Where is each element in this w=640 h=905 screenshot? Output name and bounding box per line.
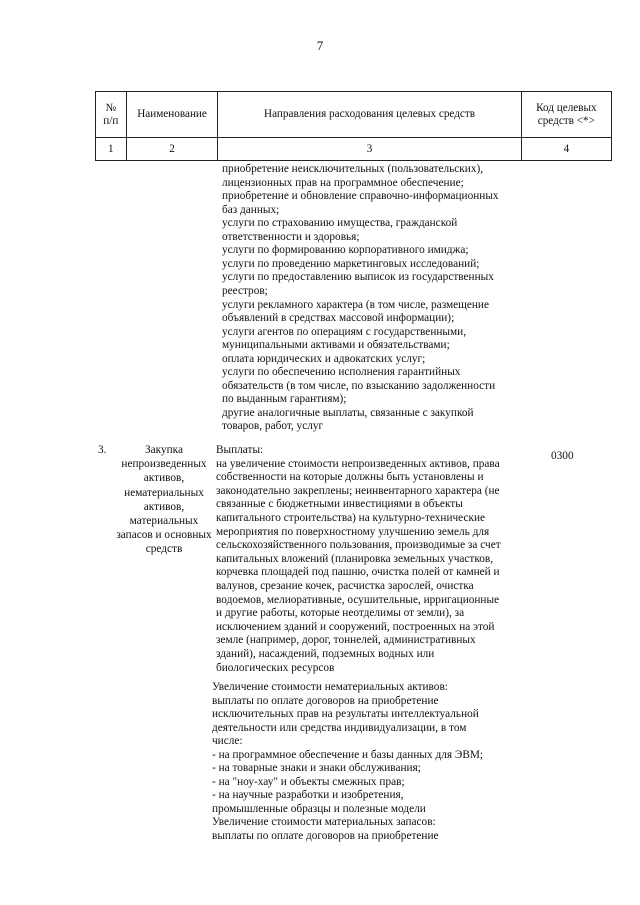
- continued-line: приобретение неисключительных (пользовательских),: [222, 163, 484, 175]
- row3-block1-line: корчевка площадей под пашню, очистка полей от камней и: [216, 566, 500, 579]
- header-index-2: 2: [126, 138, 218, 161]
- header-index-1: 1: [96, 138, 127, 161]
- continued-line: лицензионных прав на программное обеспечение;: [222, 176, 464, 189]
- continued-line: услуги по страхованию имущества, гражданской: [222, 217, 458, 230]
- continued-line: муниципальными активами и обязательствами;: [222, 339, 450, 352]
- continued-line: товаров, работ, услуг: [222, 420, 324, 433]
- row3-block1-line: Выплаты:: [216, 444, 264, 456]
- row3-block1-line: и другие работы, которые неотделимы от земли), за: [216, 607, 465, 620]
- row3-block2-line: промышленные образцы и полезные модели: [212, 802, 426, 815]
- row3-block2-line: - на "ноу-хау" и объекты смежных прав;: [212, 775, 405, 788]
- row-name: Закупка непроизведенных активов, нематериальных активов, материальных запасов и основных средств: [116, 444, 212, 556]
- row3-block1-line: законодательно закреплены; неинвентарного характера (не: [216, 484, 500, 497]
- continued-line: обязательств (в том числе, по взысканию задолженности: [222, 379, 496, 392]
- row3-block2-line: выплаты по оплате договоров на приобретение: [212, 694, 439, 707]
- header-index-3: 3: [218, 138, 521, 161]
- row3-block1-line: валунов, срезание кочек, расчистка зарослей, очистка: [216, 580, 474, 592]
- row3-block2-line: - на научные разработки и изобретения,: [212, 789, 404, 801]
- header-col-directions: Направления расходования целевых средств: [218, 92, 521, 138]
- row3-block1-line: водоемов, мелиоративные, осушительные, ирригационные: [216, 593, 500, 606]
- continued-line: услуги по проведению маркетинговых исследований;: [222, 257, 480, 270]
- header-col-number: № п/п: [96, 92, 127, 138]
- header-col-code: Код целевых средств <*>: [521, 92, 611, 138]
- row3-block1-line: капитального строительства) на культурно-технические: [216, 512, 486, 524]
- header-index-4: 4: [521, 138, 611, 161]
- continued-line: ответственности и здоровья;: [222, 230, 360, 243]
- row3-block1-line: собственности на которые должны быть установлены и: [216, 471, 484, 484]
- row3-block1-line: зданий), насаждений, подземных водных или: [216, 648, 435, 660]
- row-number: 3.: [98, 444, 107, 456]
- continued-line: объявлений в средствах массовой информации);: [222, 312, 455, 325]
- row3-block1-line: земле (например, дорог, тоннелей, административных: [216, 634, 476, 647]
- page-number: 7: [316, 38, 324, 53]
- continued-line: другие аналогичные выплаты, связанные с закупкой: [222, 406, 474, 419]
- row3-block1-line: связанные с бюджетными инвестициями в объекты: [216, 498, 463, 511]
- row3-block1-line: исключением зданий и сооружений, построенных на этой: [216, 620, 495, 633]
- continued-line: по выданным гарантиям);: [222, 393, 347, 406]
- row3-block2-line: исключительных прав на результаты интеллектуальной: [212, 708, 479, 720]
- row3-block2-line: числе:: [212, 735, 243, 747]
- header-col-name: Наименование: [126, 92, 218, 138]
- row3-block1-line: биологических ресурсов: [216, 661, 335, 674]
- row3-block1-line: на увеличение стоимости непроизведенных активов, права: [216, 457, 500, 470]
- row3-block1-line: сельскохозяйственного пользования, производимые за счет: [216, 539, 501, 552]
- continued-line: услуги по обеспечению исполнения гарантийных: [222, 366, 461, 379]
- table-header: [95, 91, 612, 161]
- continued-line: услуги по предоставлению выписок из государственных: [222, 271, 494, 284]
- row3-block2-line: - на товарные знаки и знаки обслуживания;: [212, 762, 421, 774]
- continued-line: баз данных;: [222, 203, 280, 216]
- continued-line: реестров;: [222, 284, 268, 297]
- row3-block1-line: капитальных вложений (планировка земельных участков,: [216, 552, 494, 565]
- row-code: 0300: [551, 450, 574, 462]
- continued-line: услуги рекламного характера (в том числе, размещение: [222, 298, 489, 311]
- row3-block2-line: Увеличение стоимости нематериальных активов:: [212, 681, 448, 693]
- continued-line: услуги по формированию корпоративного имиджа;: [222, 244, 469, 257]
- row3-block2-line: деятельности или средства индивидуализации, в том: [212, 721, 467, 734]
- continued-line: услуги агентов по операциям с государственными,: [222, 325, 467, 338]
- continued-line: приобретение и обновление справочно-информационных: [222, 190, 499, 203]
- row3-block1-line: мероприятия по поверхностному улучшению земель для: [216, 525, 490, 538]
- continued-line: оплата юридических и адвокатских услуг;: [222, 352, 426, 365]
- row3-block3-line: выплаты по оплате договоров на приобретение: [212, 829, 439, 842]
- row3-block3-line: Увеличение стоимости материальных запасов:: [212, 816, 436, 828]
- row3-block2-line: - на программное обеспечение и базы данных для ЭВМ;: [212, 748, 484, 761]
